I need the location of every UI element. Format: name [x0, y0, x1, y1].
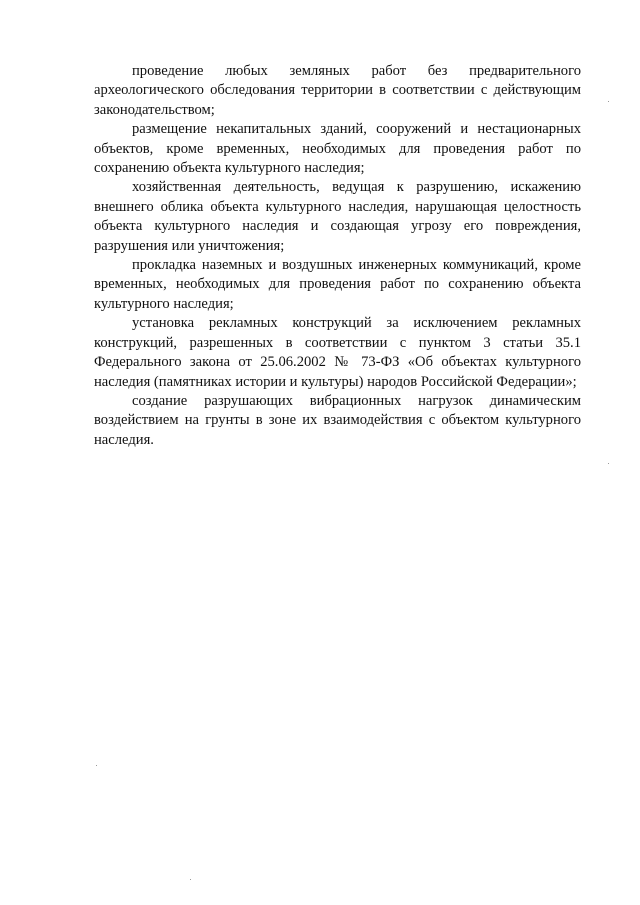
scan-speck	[190, 879, 191, 880]
restriction-item-economic-activity: хозяйственная деятельность, ведущая к разрушению, искажению внешнего облика объекта культурного наследия, нарушающая целостность объекта культурного наследия и создающая угрозу его повреждения, разрушения или уничтожения;	[94, 179, 581, 254]
scan-speck	[608, 463, 609, 464]
restrictions-list	[94, 62, 581, 450]
restriction-item-vibration: создание разрушающих вибрационных нагрузок динамическим воздействием на грунты в зоне их взаимодействия с объектом культурного наследия.	[94, 392, 581, 448]
restriction-item-advertising: установка рекламных конструкций за исключением рекламных конструкций, разрешенных в соответствии с пунктом 3 статьи 35.1 Федерального закона от 25.06.2002 № 73-ФЗ «Об объектах культурного наследия (памятниках истории и культуры) народов Российской Федерации»;	[94, 315, 581, 390]
restriction-item-utilities: прокладка наземных и воздушных инженерных коммуникаций, кроме временных, необходимых для проведения работ по сохранению объекта культурного наследия;	[94, 257, 581, 312]
scan-speck	[96, 765, 97, 766]
scan-speck	[608, 101, 609, 102]
restriction-item-earthworks: проведение любых земляных работ без предварительного археологического обследования территории в соответствии с действующим законодательством;	[94, 63, 581, 118]
restriction-item-temporary-buildings: размещение некапитальных зданий, сооружений и нестационарных объектов, кроме временных, необходимых для проведения работ по сохранению объекта культурного наследия;	[94, 121, 581, 177]
